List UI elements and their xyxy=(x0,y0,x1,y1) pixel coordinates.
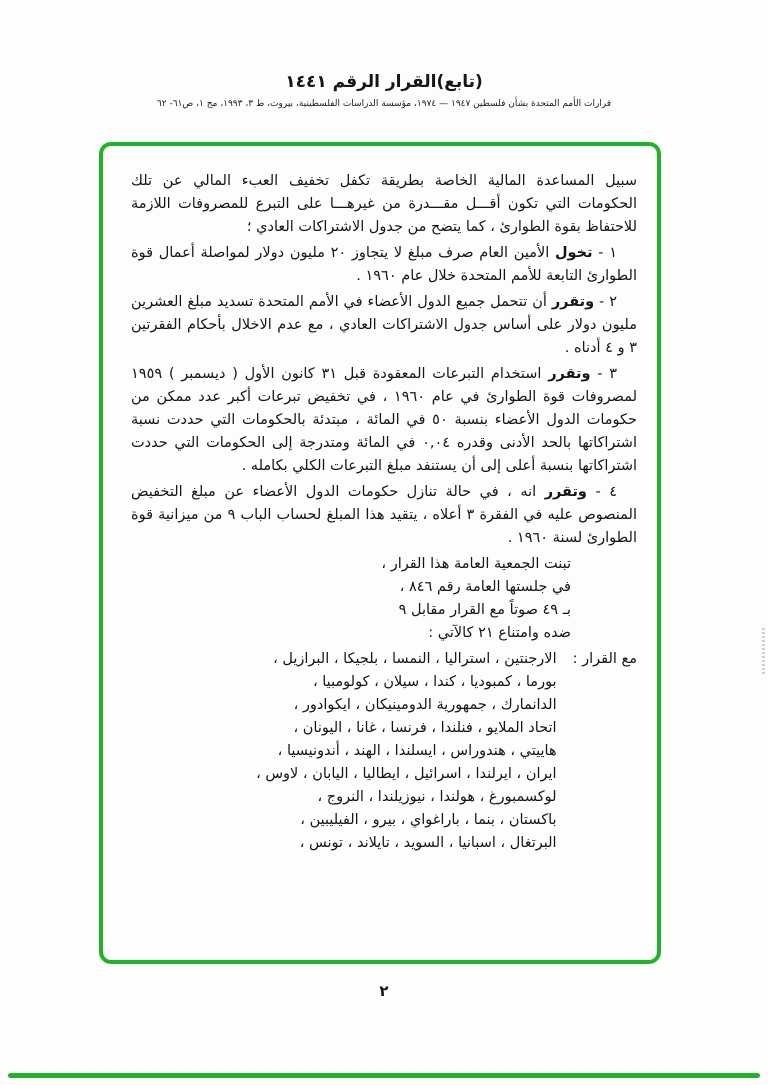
item-text: انه ، في حالة تنازل حكومات الدول الأعضاء عن مبلغ التخفيض المنصوص عليه في الفقرة ٣ أعلاه ، يتقيد هذا المبلغ لحساب الباب ٩ من ميزانية قوة الطوارئ لسنة ١٩٦٠ . xyxy=(131,484,637,546)
adoption-block xyxy=(131,553,571,645)
item-text: أن تتحمل جميع الدول الأعضاء في الأمم المتحدة تسديد مبلغ العشرين مليون دولار على أساس جدول الاشتراكات العادي ، مع عدم الاخلال بأحكام الفقرتين ٣ و ٤ أدناه . xyxy=(131,294,637,356)
item-lead-word: تخول xyxy=(554,245,593,261)
item-marker: ٤ - xyxy=(586,484,617,500)
item-marker: ١ - xyxy=(592,245,617,261)
vote-block xyxy=(131,648,637,855)
page-number: ٢ xyxy=(379,982,389,1000)
item-lead-word: وتقرر xyxy=(548,366,591,382)
vote-country-line: هاييتي ، هندوراس ، ايسلندا ، الهند ، أندونيسيا ، xyxy=(277,743,557,759)
body-text xyxy=(131,170,637,855)
numbered-paragraph xyxy=(131,242,637,288)
numbered-paragraph xyxy=(131,291,637,360)
vote-country-line: الدانمارك ، جمهورية الدومينيكان ، ايكوادور ، xyxy=(293,697,557,713)
vote-country-line: الارجنتين ، استراليا ، النمسا ، بلجيكا ، البرازيل ، xyxy=(273,651,557,667)
vote-country-line: ايران ، ايرلندا ، اسرائيل ، ايطاليا ، اليابان ، لاوس ، xyxy=(256,766,557,782)
item-text: استخدام التبرعات المعقودة قبل ٣١ كانون الأول ( ديسمبر ) ١٩٥٩ لمصروفات قوة الطوارئ في عام ١٩٦٠ ، في تخفيض تبرعات أكبر عدد ممكن من حكومات الدول الأعضاء بنسبة ٥٠ في المائة ، مبتدئة بالحكومات التي حددت نسبة اشتراكاتها بالحد الأدنى وقدره ٠,٠٤ في المائة ومتدرجة إلى الحكومات التي حددت اشتراكاتها بنسبة أعلى إلى أن يستنفد مبلغ التبرعات الكلي بكامله . xyxy=(131,366,637,474)
vote-country-line: اتحاد الملايو ، فنلندا ، فرنسا ، غانا ، اليونان ، xyxy=(293,720,557,736)
vote-country-line: لوكسمبورغ ، هولندا ، نيوزيلندا ، النروج ، xyxy=(317,789,557,805)
source-citation-line: قرارات الأمم المتحدة بشأن فلسطين ١٩٤٧ — ١٩٧٤، مؤسسة الدراسات الفلسطينية، بيروت، ط ٣، ١٩٩٣، مج ١، ص٦١- ٦٢ xyxy=(156,99,612,109)
vote-country-lines xyxy=(131,648,557,855)
edge-watermark xyxy=(762,628,765,676)
adoption-line: بـ ٤٩ صوتاً مع القرار مقابل ٩ xyxy=(398,602,571,618)
item-marker: ٣ - xyxy=(590,366,617,382)
vote-label: مع القرار : xyxy=(572,651,637,667)
page-title: (تابع)القرار الرقم ١٤٤١ xyxy=(285,72,483,92)
document-header xyxy=(0,72,768,109)
numbered-paragraph xyxy=(131,481,637,550)
numbered-items xyxy=(131,242,637,550)
vote-country-line: بورما ، كمبوديا ، كندا ، سيلان ، كولومبيا ، xyxy=(312,674,557,690)
content-frame xyxy=(99,142,661,964)
bottom-border-line xyxy=(8,1073,760,1078)
item-marker: ٢ - xyxy=(594,294,618,310)
numbered-paragraph xyxy=(131,363,637,478)
vote-country-line: البرتغال ، اسبانيا ، السويد ، تايلاند ، تونس ، xyxy=(299,835,557,851)
vote-country-line: باكستان ، بنما ، باراغواي ، بيرو ، الفيليبين ، xyxy=(300,812,557,828)
item-lead-word: وتقرر xyxy=(544,484,587,500)
adoption-line: ضده وامتناع ٢١ كالآتي : xyxy=(428,625,571,641)
adoption-line: في جلستها العامة رقم ٨٤٦ ، xyxy=(399,579,571,595)
item-lead-word: وتقرر xyxy=(551,294,595,310)
adoption-line: تبنت الجمعية العامة هذا القرار ، xyxy=(381,556,571,572)
item-text: الأمين العام صرف مبلغ لا يتجاوز ٢٠ مليون دولار لمواصلة أعمال قوة الطوارئ التابعة للأمم المتحدة خلال عام ١٩٦٠ . xyxy=(131,245,637,284)
intro-paragraph: سبيل المساعدة المالية الخاصة بطريقة تكفل تخفيف العبء المالي عن تلك الحكومات التي تكون أقـــل مقـــدرة من غيرهـــا على التبرع للمصروفات اللازمة للاحتفاظ بقوة الطوارئ ، كما يتضح من جدول الاشتراكات العادي ؛ xyxy=(131,173,637,235)
